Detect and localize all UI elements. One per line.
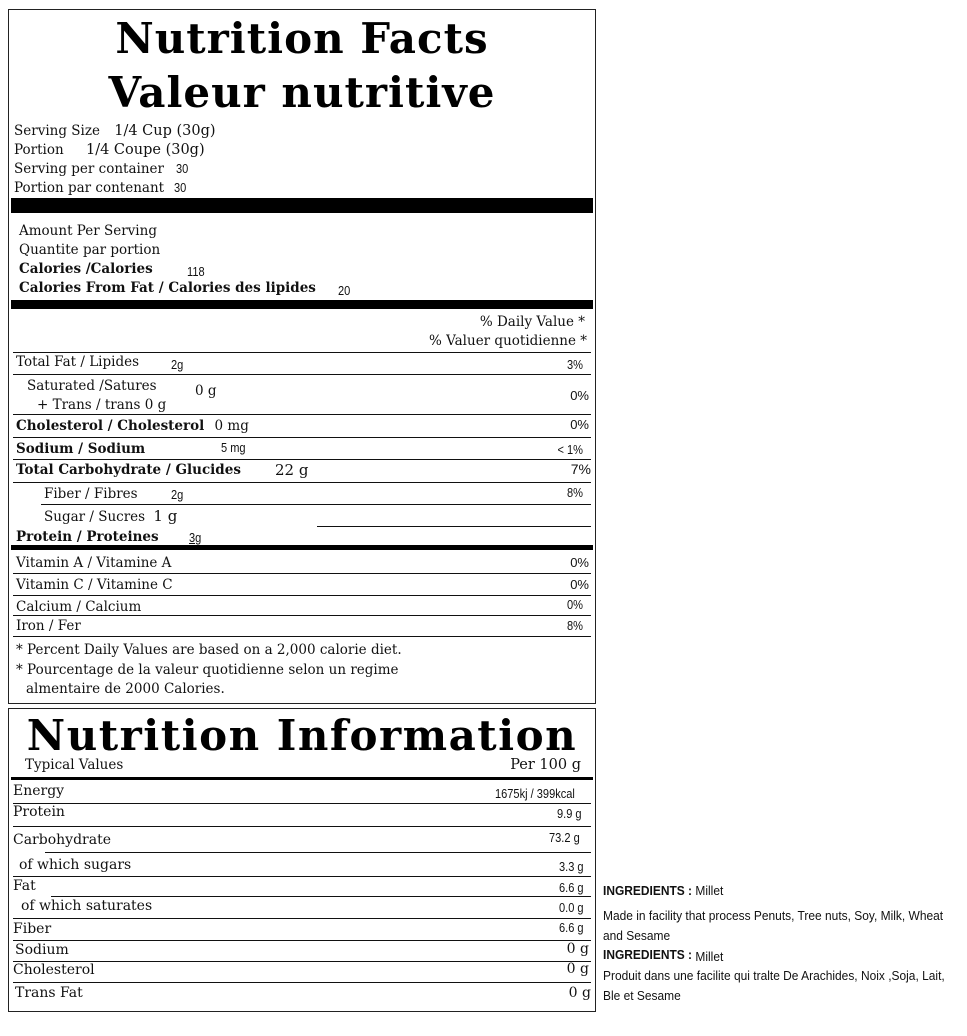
divider: [13, 876, 591, 877]
fiber-label: Fiber / Fibres: [44, 486, 138, 502]
divider: [13, 352, 591, 353]
portion-per-container-value: 30: [174, 180, 187, 195]
divider: [13, 374, 591, 375]
vitamin-a-dv: 0%: [570, 555, 589, 570]
portion-per-container-row: [14, 180, 189, 196]
saturates-value: 0.0 g: [559, 900, 584, 915]
total-fat-dv: 3%: [567, 357, 583, 372]
sodium-amount: 5 mg: [221, 440, 246, 455]
fat-label: Fat: [13, 878, 36, 894]
servings-per-container-value: 30: [176, 161, 189, 176]
ingredients-fr-row: [603, 947, 723, 962]
calories-from-fat-label: Calories From Fat / Calories des lipides: [19, 280, 316, 296]
protein-amount: 3g: [189, 530, 202, 545]
dv-header-en: % Daily Value *: [479, 314, 585, 330]
calcium-dv: 0%: [567, 597, 583, 612]
carbohydrate-amount: 22 g: [275, 461, 309, 479]
divider: [13, 918, 591, 919]
facility-en-line-2: and Sesame: [603, 928, 671, 943]
fiber-amount: 2g: [171, 487, 184, 502]
calories-label: Calories /Calories: [19, 261, 153, 277]
dv-header-fr: % Valuer quotidienne *: [429, 333, 587, 349]
divider: [13, 573, 591, 574]
protein-label: Protein / Proteines: [16, 529, 159, 545]
fiber-label: Fiber: [13, 921, 52, 937]
per-100g-label: Per 100 g: [510, 757, 581, 773]
total-fat-label: Total Fat / Lipides: [16, 354, 140, 370]
total-fat-amount: 2g: [171, 357, 184, 372]
sodium-label: Sodium: [15, 942, 69, 958]
thick-divider: [11, 777, 593, 780]
footnote-fr-1: * Pourcentage de la valeur quotidienne selon un regime: [16, 662, 399, 678]
footnote-fr-2: almentaire de 2000 Calories.: [26, 681, 225, 697]
amount-per-serving-en: Amount Per Serving: [19, 223, 157, 239]
portion-per-container-label: Portion par contenant: [14, 180, 165, 196]
ingredients-en-value: Millet: [695, 883, 724, 898]
divider: [51, 896, 591, 897]
calories-value: 118: [187, 264, 205, 279]
sugar-amount: 1 g: [153, 507, 178, 525]
sugars-label: of which sugars: [19, 857, 132, 873]
divider: [13, 961, 591, 962]
divider: [13, 437, 591, 438]
protein-label: Protein: [13, 804, 65, 820]
cholesterol-label: Cholesterol: [13, 962, 95, 978]
thick-divider: [11, 300, 593, 309]
cholesterol-row: [16, 418, 249, 434]
iron-label: Iron / Fer: [16, 618, 81, 634]
nutrition-information-panel: [8, 708, 596, 1012]
ingredients-en-label: INGREDIENTS :: [603, 883, 693, 898]
saturated-amount: 0 g: [195, 383, 217, 399]
carbohydrate-value: 73.2 g: [549, 830, 580, 845]
divider: [13, 414, 591, 415]
trans-label: + Trans / trans 0 g: [37, 397, 167, 413]
calcium-label: Calcium / Calcium: [16, 599, 142, 615]
ingredients-fr-label: INGREDIENTS :: [603, 947, 693, 962]
protein-value: 9.9 g: [557, 806, 582, 821]
cholesterol-label: Cholesterol / Cholesterol: [16, 418, 205, 434]
fiber-value: 6.6 g: [559, 920, 584, 935]
servings-per-container-row: [14, 161, 191, 177]
divider: [13, 826, 591, 827]
sodium-dv: < 1%: [557, 442, 583, 457]
saturates-label: of which saturates: [21, 898, 153, 914]
thick-divider: [11, 198, 593, 213]
divider: [13, 595, 591, 596]
footnote-en: * Percent Daily Values are based on a 2,000 calorie diet.: [16, 642, 402, 658]
facility-fr-line-1: Produit dans une facilite qui tralte De Arachides, Noix ,Soja, Lait,: [603, 968, 945, 983]
divider: [13, 982, 591, 983]
serving-size-value: 1/4 Cup (30g): [114, 123, 216, 139]
portion-label: Portion: [14, 142, 64, 158]
carbohydrate-label: Total Carbohydrate / Glucides: [16, 462, 241, 478]
divider: [13, 482, 591, 483]
saturated-label: Saturated /Satures: [27, 378, 157, 394]
ingredients-en-row: [603, 883, 723, 898]
energy-label: Energy: [13, 783, 65, 799]
divider: [41, 504, 591, 505]
divider: [13, 940, 591, 941]
sugars-value: 3.3 g: [559, 859, 584, 874]
cholesterol-value: 0 g: [566, 961, 589, 977]
title-fr: Valeur nutritive: [108, 68, 496, 117]
vitamin-a-label: Vitamin A / Vitamine A: [16, 555, 172, 571]
serving-size-row: [14, 123, 216, 139]
sodium-value: 0 g: [566, 941, 589, 957]
sugar-row: [44, 507, 177, 525]
sodium-label: Sodium / Sodium: [16, 441, 146, 457]
cholesterol-amount: 0 mg: [214, 418, 249, 434]
sugar-label: Sugar / Sucres: [44, 509, 146, 525]
carbohydrate-label: Carbohydrate: [13, 832, 111, 848]
energy-value: 1675kj / 399kcal: [495, 786, 575, 801]
divider: [317, 526, 591, 527]
title-en: Nutrition Facts: [115, 14, 489, 63]
typical-values-label: Typical Values: [25, 757, 124, 773]
divider: [13, 615, 591, 616]
ingredients-fr-value: Millet: [695, 949, 724, 964]
trans-fat-label: Trans Fat: [15, 985, 83, 1001]
cholesterol-dv: 0%: [570, 417, 589, 432]
saturated-dv: 0%: [570, 388, 589, 403]
divider: [45, 852, 591, 853]
vitamin-c-dv: 0%: [570, 577, 589, 592]
fiber-dv: 8%: [567, 485, 583, 500]
divider: [13, 636, 591, 637]
facility-fr-line-2: Ble et Sesame: [603, 988, 681, 1003]
iron-dv: 8%: [567, 618, 583, 633]
portion-row: [14, 142, 205, 158]
facility-en-line-1: Made in facility that process Penuts, Tree nuts, Soy, Milk, Wheat: [603, 908, 944, 923]
serving-size-label: Serving Size: [14, 123, 100, 139]
portion-value: 1/4 Coupe (30g): [85, 142, 205, 158]
vitamin-c-label: Vitamin C / Vitamine C: [16, 577, 173, 593]
carbohydrate-dv: 7%: [570, 461, 591, 477]
divider: [13, 459, 591, 460]
thick-divider: [11, 545, 593, 550]
trans-fat-value: 0 g: [568, 985, 591, 1001]
divider: [13, 803, 591, 804]
nutrition-facts-panel: [8, 9, 596, 704]
fat-value: 6.6 g: [559, 880, 584, 895]
calories-from-fat-value: 20: [338, 283, 351, 298]
nutrition-information-title: Nutrition Information: [26, 711, 578, 760]
amount-per-serving-fr: Quantite par portion: [19, 242, 161, 258]
servings-per-container-label: Serving per container: [14, 161, 164, 177]
